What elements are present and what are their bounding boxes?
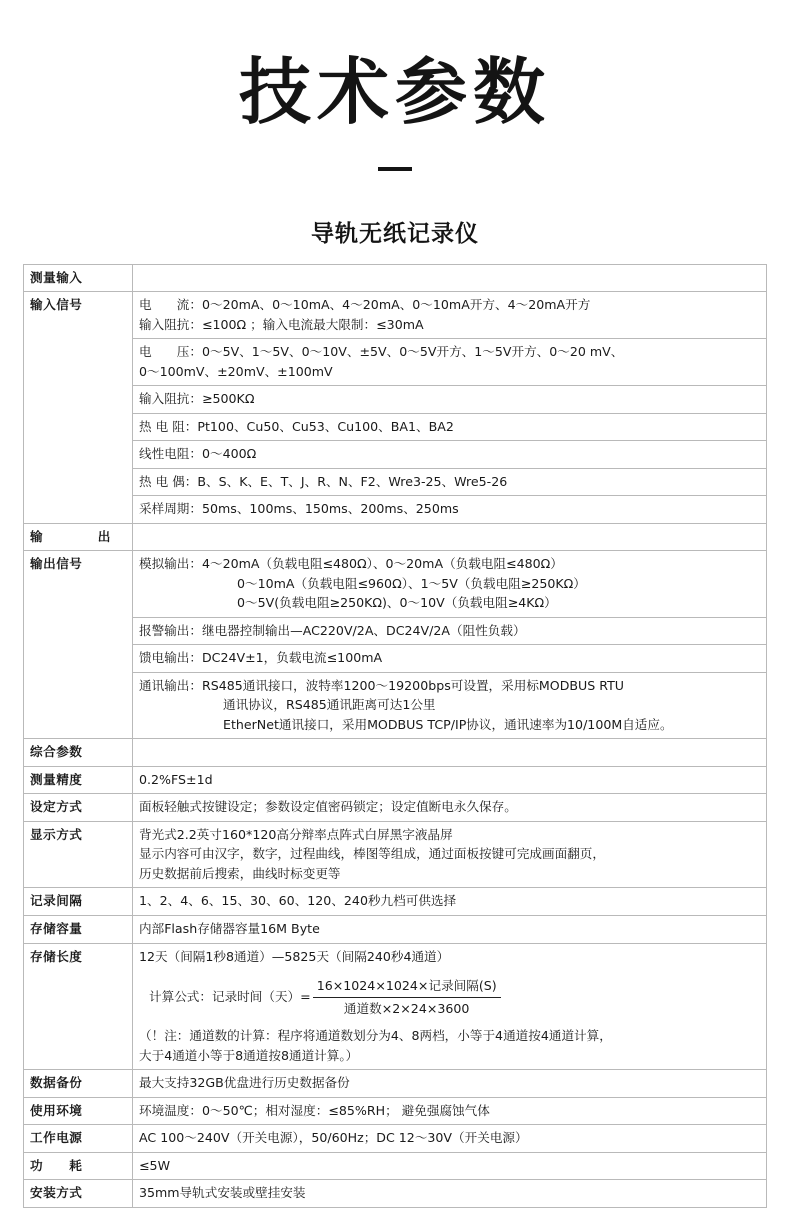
row-value [133, 766, 767, 794]
row-label: 工作电源 [24, 1125, 133, 1153]
table-row [24, 468, 767, 496]
value-line: 采样周期：50ms、100ms、150ms、200ms、250ms [139, 501, 459, 517]
row-label: 数据备份 [24, 1070, 133, 1098]
table-row [24, 523, 767, 551]
table-row [24, 292, 767, 339]
row-label: 安装方式 [24, 1180, 133, 1208]
title-divider [378, 167, 412, 171]
page-title: 技术参数 [238, 50, 551, 134]
formula-fraction [313, 976, 501, 1018]
row-value [133, 645, 767, 673]
row-label: 综合参数 [24, 739, 133, 767]
row-value [133, 617, 767, 645]
row-value [133, 551, 767, 618]
storage-formula [139, 976, 760, 1018]
row-value [133, 794, 767, 822]
page-subtitle: 导轨无纸记录仪 [311, 220, 479, 247]
value-line: 面板轻触式按键设定；参数设定值密码锁定；设定值断电永久保存。 [139, 799, 517, 815]
value-line: 0.2%FS±1d [139, 771, 213, 787]
row-label: 存储容量 [24, 916, 133, 944]
value-line: 通讯协议，RS485通讯距离可达1公里 [223, 697, 436, 713]
value-line: 35mm导轨式安装或壁挂安装 [139, 1185, 306, 1201]
value-line: 输入阻抗：≥500KΩ [139, 391, 255, 407]
value-line: 输入阻抗：≤100Ω ；输入电流最大限制：≤30mA [139, 316, 424, 332]
row-label-cont [24, 441, 133, 469]
formula-numerator: 16×1024×1024×记录间隔(S) [313, 976, 501, 998]
row-label: 显示方式 [24, 821, 133, 888]
value-line: 线性电阻：0～400Ω [139, 446, 257, 462]
value-line: 0～100mV、±20mV、±100mV [139, 363, 333, 379]
table-row [24, 943, 767, 1070]
row-label: 输 出 [24, 523, 133, 551]
row-label-cont [24, 617, 133, 645]
table-row [24, 821, 767, 888]
value-line: 0～10mA（负载电阻≤960Ω）、1～5V（负载电阻≥250KΩ） [237, 575, 586, 591]
row-label-cont [24, 496, 133, 524]
table-row [24, 413, 767, 441]
value-line: 模拟输出：4～20mA（负载电阻≤480Ω）、0～20mA（负载电阻≤480Ω） [139, 556, 563, 572]
row-value [133, 339, 767, 386]
row-value [133, 739, 767, 767]
row-value [133, 888, 767, 916]
table-row [24, 1125, 767, 1153]
table-row [24, 386, 767, 414]
row-label: 记录间隔 [24, 888, 133, 916]
row-value [133, 672, 767, 739]
table-row [24, 739, 767, 767]
value-line: 显示内容可由汉字，数字，过程曲线，棒图等组成，通过面板按键可完成画面翻页， [139, 846, 605, 862]
row-label-cont [24, 645, 133, 673]
value-line: 馈电输出：DC24V±1，负载电流≤100mA [139, 650, 383, 666]
value-line: EtherNet通讯接口，采用MODBUS TCP/IP协议，通讯速率为10/100M自适应。 [223, 716, 673, 732]
row-value [133, 386, 767, 414]
table-row [24, 916, 767, 944]
row-value [133, 1180, 767, 1208]
value-line: 电 流：0～20mA、0～10mA、4～20mA、0～10mA开方、4～20mA开方 [139, 297, 591, 313]
table-row [24, 496, 767, 524]
row-label: 测量输入 [24, 264, 133, 292]
table-row [24, 264, 767, 292]
specifications-table [23, 264, 767, 1208]
value-line: 1、2、4、6、15、30、60、120、240秒九档可供选择 [139, 893, 457, 909]
table-row [24, 888, 767, 916]
note-line: （！注：通道数的计算：程序将通道数划分为4、8两档，小等于4通道按4通道计算， [139, 1028, 612, 1044]
table-row [24, 551, 767, 618]
value-line: 0～5V(负载电阻≥250KΩ)、0～10V（负载电阻≥4KΩ） [237, 595, 557, 611]
value-line: 报警输出：继电器控制输出—AC220V/2A、DC24V/2A（阻性负载） [139, 622, 526, 638]
table-row [24, 339, 767, 386]
row-value [133, 1070, 767, 1098]
table-row [24, 1070, 767, 1098]
row-value [133, 496, 767, 524]
row-value [133, 1125, 767, 1153]
storage-note [139, 1026, 760, 1065]
row-value [133, 1097, 767, 1125]
row-label: 测量精度 [24, 766, 133, 794]
row-label: 功 耗 [24, 1152, 133, 1180]
value-line: 电 压：0～5V、1～5V、0～10V、±5V、0～5V开方、1～5V开方、0～20 mV、 [139, 344, 624, 360]
row-label: 输入信号 [24, 292, 133, 339]
row-label-cont [24, 339, 133, 386]
value-line: 最大支持32GB优盘进行历史数据备份 [139, 1075, 350, 1091]
value-line: 12天（间隔1秒8通道）—5825天（间隔240秒4通道） [139, 948, 450, 964]
row-label: 存储长度 [24, 943, 133, 1070]
row-value [133, 1152, 767, 1180]
table-row [24, 1180, 767, 1208]
row-label: 设定方式 [24, 794, 133, 822]
row-label-cont [24, 386, 133, 414]
row-label-cont [24, 413, 133, 441]
table-row [24, 645, 767, 673]
row-label-cont [24, 468, 133, 496]
table-row [24, 617, 767, 645]
value-line: 热 电 偶：B、S、K、E、T、J、R、N、F2、Wre3-25、Wre5-26 [139, 473, 508, 489]
row-value [133, 468, 767, 496]
value-line: 热 电 阻：Pt100、Cu50、Cu53、Cu100、BA1、BA2 [139, 418, 454, 434]
row-value [133, 264, 767, 292]
note-line: 大于4通道小等于8通道按8通道计算。） [139, 1047, 359, 1063]
value-line: 环境温度：0～50℃；相对湿度：≤85%RH； 避免强腐蚀气体 [139, 1102, 490, 1118]
row-value [133, 413, 767, 441]
value-line: 背光式2.2英寸160*120高分辩率点阵式白屏黑字液晶屏 [139, 826, 453, 842]
table-row [24, 794, 767, 822]
table-row [24, 1097, 767, 1125]
row-label-cont [24, 672, 133, 739]
table-row [24, 1152, 767, 1180]
value-line: 历史数据前后搜索，曲线时标变更等 [139, 865, 341, 881]
value-line: AC 100～240V（开关电源），50/60Hz；DC 12～30V（开关电源） [139, 1130, 528, 1146]
value-line: 通讯输出：RS485通讯接口，波特率1200～19200bps可设置，采用标MODBUS RTU [139, 677, 624, 693]
value-line: ≤5W [139, 1157, 171, 1173]
row-label: 输出信号 [24, 551, 133, 618]
row-label: 使用环境 [24, 1097, 133, 1125]
table-row [24, 766, 767, 794]
table-row [24, 672, 767, 739]
row-value [133, 943, 767, 1070]
row-value [133, 523, 767, 551]
row-value [133, 821, 767, 888]
table-row [24, 441, 767, 469]
formula-denominator: 通道数×2×24×3600 [343, 1000, 470, 1016]
row-value [133, 292, 767, 339]
specifications-table-body [24, 264, 767, 1207]
row-value [133, 916, 767, 944]
row-value [133, 441, 767, 469]
formula-prefix: 计算公式：记录时间（天）= [149, 989, 311, 1005]
value-line: 内部Flash存储器容量16M Byte [139, 921, 320, 936]
